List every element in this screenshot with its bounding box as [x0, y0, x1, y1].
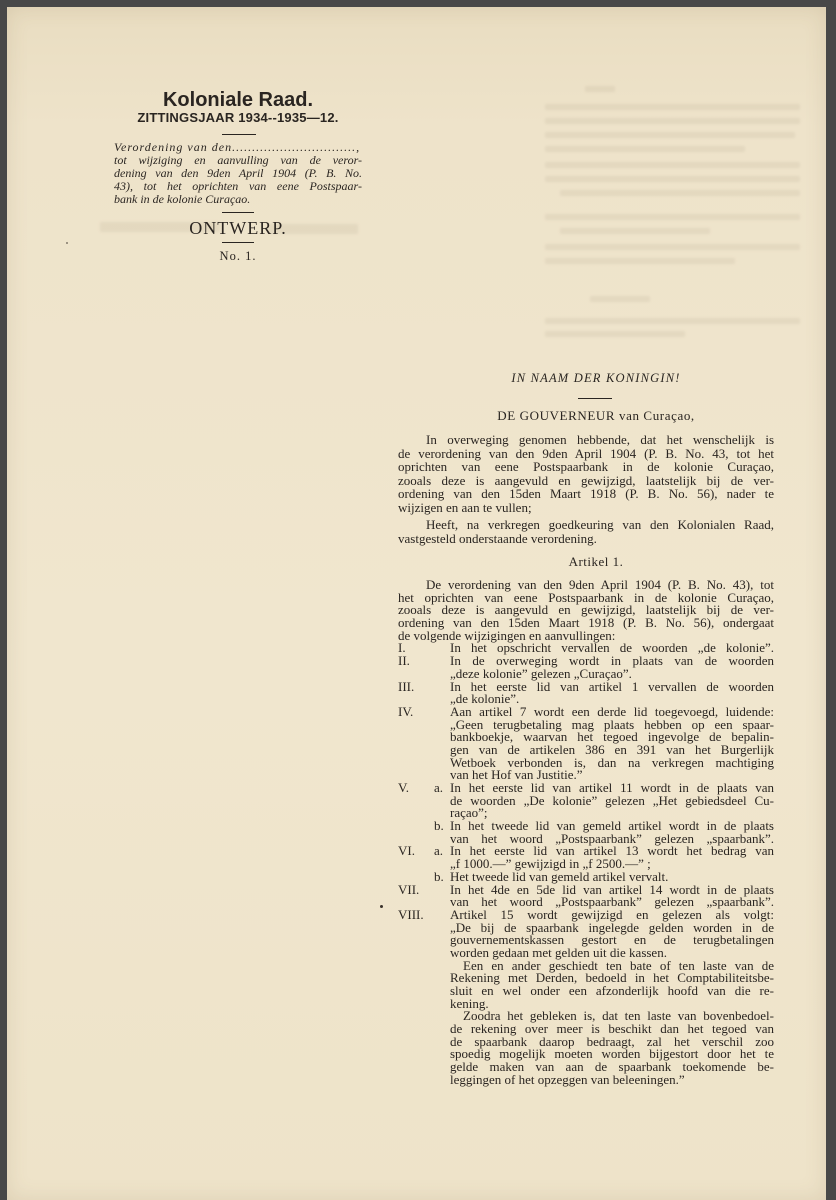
amendment-number: VIII. [398, 906, 424, 922]
article-intro-line: ordening van den 15den Maart 1918 (P. B. No. 56), ondergaat [398, 615, 774, 631]
amendment-item [398, 845, 774, 870]
bleed-through-mark [545, 118, 800, 124]
amendment-text-line: Wetboek verbonden is, dan na verkregen machtiging [450, 754, 774, 770]
article-1-body [398, 579, 774, 1087]
consideration-line: In overweging genomen hebbende, dat het wenschelijk is [426, 432, 774, 447]
amendment-text-line: gelde maken van aan de spaarbank toekomende be- [450, 1059, 774, 1075]
amendment-text-line: Rekening met Derden, bedoeld in het Comptabiliteitsbe- [450, 970, 774, 986]
amendment-text-line: „deze kolonie” gelezen „Curaçao”. [450, 665, 632, 681]
ordinance-subject [114, 141, 362, 206]
session-year: ZITTINGSJAAR 1934--1935—12. [137, 110, 339, 125]
amendment-sub-letter: b. [434, 868, 444, 884]
amendment-text-line: van het woord „Postspaarbank” gelezen „spaarbank”. [450, 830, 774, 846]
bleed-through-mark [545, 132, 795, 138]
decree-rule [578, 398, 612, 399]
amendment-number: VII. [398, 881, 420, 897]
amendment-text-line: raçao”; [450, 805, 488, 821]
amendment-text-line: sluit en wel onder een afzonderlijk hoofd van die re- [450, 983, 774, 998]
ink-speck [380, 905, 383, 908]
amendment-text-line: In het eerste lid van artikel 13 wordt het bedrag van [450, 843, 774, 859]
amendment-text-line: In de overweging wordt in plaats van de woorden [450, 653, 774, 669]
article-heading: Artikel 1. [568, 554, 624, 569]
enactment-line: vastgesteld onderstaande verordening. [398, 530, 597, 546]
subject-line: bank in de kolonie Curaçao. [114, 192, 251, 206]
amendment-number: VI. [398, 843, 415, 859]
header-rule [222, 134, 256, 135]
draft-status: ONTWERP. [189, 218, 287, 238]
amendment-text-line: „de kolonie”. [450, 691, 520, 707]
amendment-text-line: Een en ander geschiedt ten bate of ten laste van de [463, 957, 774, 973]
subject-line: Verordening van den..............................., [114, 140, 361, 154]
bleed-through-mark [545, 318, 800, 324]
amendment-text-line: de woorden „De kolonie” gelezen „Het gebiedsdeel Cu- [450, 792, 774, 808]
amendment-text-line: van het Hof van Justitie.” [450, 767, 583, 783]
bleed-through-mark [545, 214, 800, 220]
amendment-text-line: gen van de artikelen 386 en 391 van het Burgerlijk [450, 741, 774, 757]
bleed-through-mark [545, 146, 745, 152]
consideration-line: de verordening van den 9den April 1904 (P. B. No. 43, tot het [398, 445, 774, 461]
considerations-paragraph [398, 433, 774, 515]
amendment-text-line: leggingen of het opzeggen van beleeningen.” [450, 1071, 685, 1087]
amendment-item [398, 881, 774, 910]
issuer-line: DE GOUVERNEUR van Curaçao, [497, 408, 695, 423]
amendment-text-line: In het eerste lid van artikel 11 wordt in de plaats van [450, 780, 774, 795]
ink-speck [66, 242, 68, 244]
article-intro-line: het oprichten van eene Postspaarbank in de kolonie Curaçao, [398, 589, 774, 605]
bleed-through-mark [560, 228, 710, 234]
amendment-text-line: In het eerste lid van artikel 1 vervallen de woorden [450, 678, 774, 694]
amendment-item [398, 820, 774, 845]
amendment-text-line: Artikel 15 wordt gewijzigd en gelezen als volgt: [450, 906, 774, 922]
amendment-sub-letter: a. [434, 843, 444, 859]
amendment-text-line: „f 1000.—” gewijzigd in „f 2500.—” ; [450, 856, 651, 872]
consideration-line: zooals deze is aangevuld en gewijzigd, laatstelijk bij de ver- [398, 472, 774, 488]
amendment-item [398, 782, 774, 820]
amendment-text-line: gouvernementskassen gestort en de terugbetalingen [450, 932, 774, 948]
amendment-text-line: bankboekje, waarvan het tegoed ingevolge de bepalin- [450, 729, 774, 745]
bleed-through-mark [545, 162, 800, 168]
amendment-text-line: „Geen terugbetaling mag plaats hebben op een spaar- [450, 716, 774, 732]
document-number: No. 1. [219, 249, 257, 263]
consideration-line: ordening van den 15den Maart 1918 (P. B. No. 56), nader te [398, 486, 774, 502]
amendment-text-line: de spaarbank daarop bedraagt, zal het verschil zoo [450, 1033, 774, 1049]
bleed-through-mark [545, 331, 685, 337]
amendment-text-line: Aan artikel 7 wordt een derde lid toegevoegd, luidende: [450, 703, 774, 719]
amendment-text-line: In het opschricht vervallen de woorden „de kolonie”. [450, 640, 774, 656]
subject-line: dening van den 9den April 1904 (P. B. No. [114, 166, 362, 180]
amendment-number: IV. [398, 703, 414, 719]
header-rule [222, 212, 254, 213]
enactment-line: Heeft, na verkregen goedkeuring van den Kolonialen Raad, [426, 517, 774, 532]
bleed-through-mark [585, 86, 615, 92]
bleed-through-mark [560, 190, 800, 196]
subject-line: tot wijziging en aanvulling van de veror- [114, 153, 362, 167]
council-title: Koloniale Raad. [162, 89, 314, 111]
consideration-line: wijzigen en aan te vullen; [398, 499, 532, 515]
amendment-text-line: kening. [450, 995, 489, 1011]
bleed-through-mark [590, 296, 650, 302]
header-rule [222, 242, 254, 243]
amendment-text-line: de rekening over meer is beschikt dan het tegoed van [450, 1021, 774, 1037]
article-intro-line: de volgende wijzigingen en aanvullingen: [398, 627, 616, 643]
bleed-through-mark [545, 176, 800, 182]
consideration-line: oprichten van eene Postspaarbank in de kolonie Curaçao, [398, 459, 774, 475]
amendment-item [398, 906, 774, 1087]
amendment-number: III. [398, 678, 415, 694]
amendment-text-line: van het woord „Postspaarbank” gelezen „spaarbank”. [450, 894, 774, 910]
royal-invocation: IN NAAM DER KONINGIN! [511, 371, 681, 385]
bleed-through-mark [545, 258, 735, 264]
amendment-sub-letter: a. [434, 780, 444, 795]
amendment-text-line: In het tweede lid van gemeld artikel wordt in de plaats [450, 818, 774, 834]
subject-line: 43), tot het oprichten van eene Postspaar- [114, 179, 362, 193]
amendment-number: I. [398, 640, 406, 656]
amendment-text-line: Het tweede lid van gemeld artikel vervalt. [450, 868, 669, 884]
amendment-text-line: worden gedaan met gelden uit die kassen. [450, 944, 667, 960]
amendment-number: II. [398, 653, 410, 669]
amendment-number: V. [398, 780, 409, 795]
amendment-text-line: „De bij de spaarbank ingelegde gelden worden in de [450, 919, 774, 935]
amendment-item [398, 655, 774, 680]
amendment-item [398, 703, 774, 783]
amendment-text-line: Zoodra het gebleken is, dat ten laste van bovenbedoel- [463, 1008, 774, 1024]
enactment-paragraph [398, 518, 774, 545]
bleed-through-mark [545, 104, 800, 110]
amendment-sub-letter: b. [434, 818, 444, 834]
amendment-text-line: spoedig mogelijk moeten worden bijgestort door het te [450, 1046, 774, 1062]
article-intro-line: De verordening van den 9den April 1904 (P. B. No. 43), tot [426, 577, 774, 592]
bleed-through-mark [545, 244, 800, 250]
article-intro-line: zooals deze is aangevuld en gewijzigd, laatstelijk bij de ver- [398, 602, 774, 618]
amendment-text-line: In het 4de en 5de lid van artikel 14 wordt in de plaats [450, 881, 774, 897]
amendment-item [398, 678, 774, 707]
